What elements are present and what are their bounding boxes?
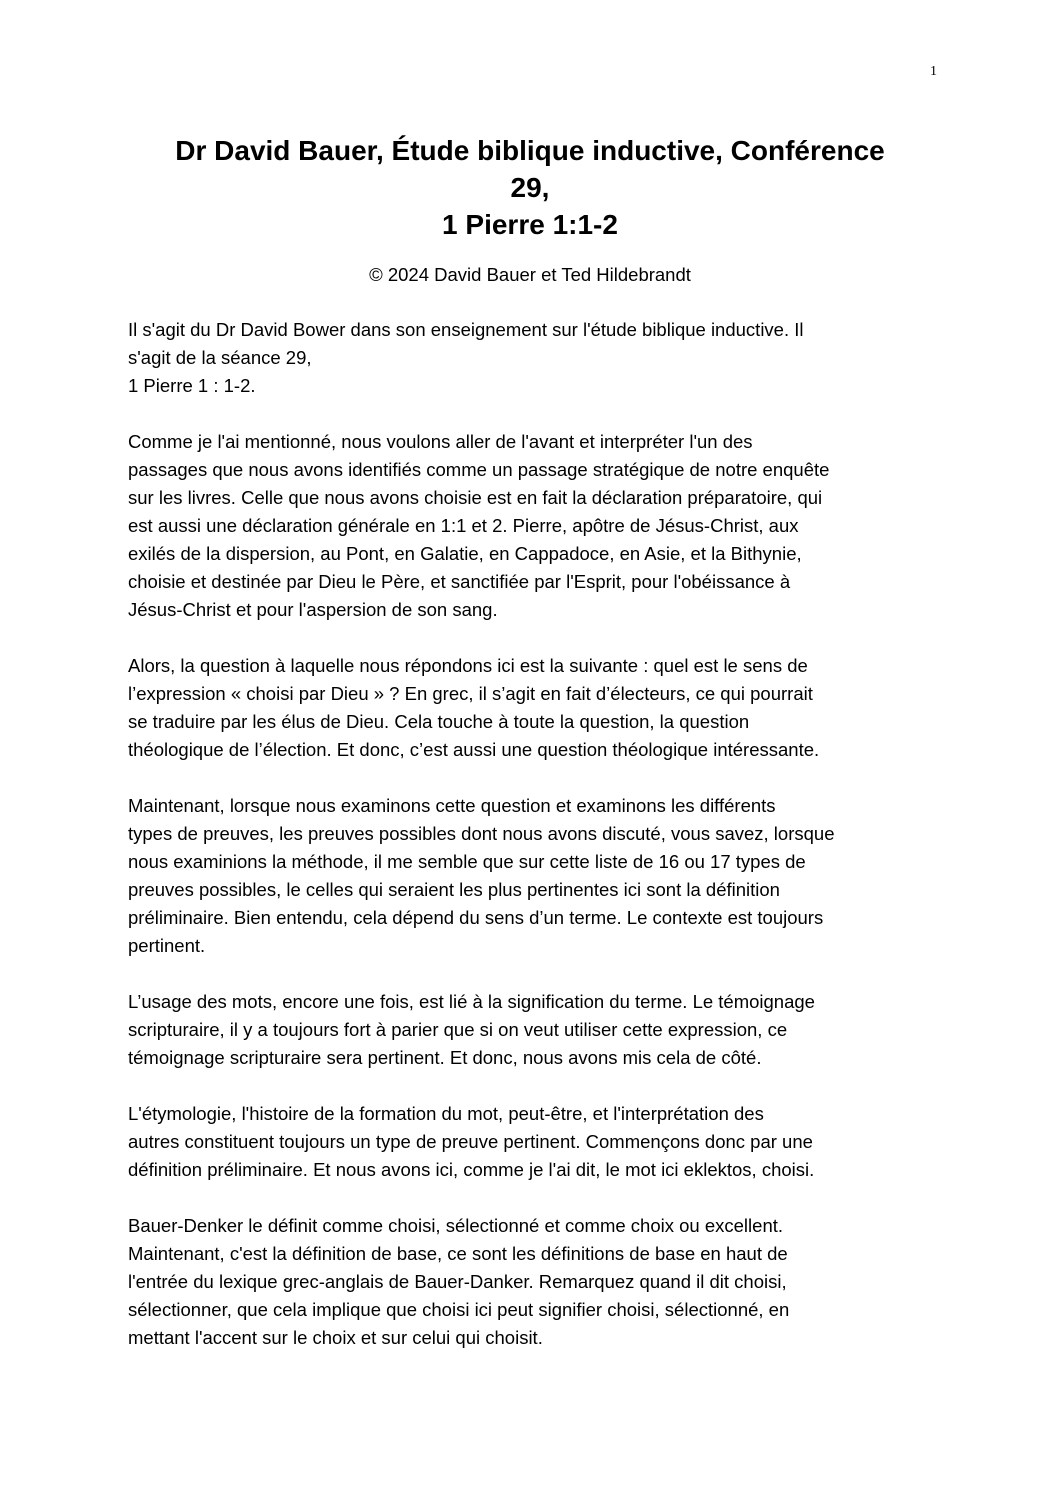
text-line: est aussi une déclaration générale en 1:1 et 2. Pierre, apôtre de Jésus-Christ, aux	[128, 515, 799, 536]
document-title	[128, 132, 932, 243]
text-line: Il s'agit du Dr David Bower dans son enseignement sur l'étude biblique inductive. Il	[128, 319, 804, 340]
text-line: preuves possibles, le celles qui seraient les plus pertinentes ici sont la définition	[128, 879, 780, 900]
text-line: Jésus-Christ et pour l'aspersion de son sang.	[128, 599, 498, 620]
text-line: passages que nous avons identifiés comme un passage stratégique de notre enquête	[128, 459, 830, 480]
document-body	[128, 316, 934, 1380]
text-line: l'entrée du lexique grec-anglais de Bauer-Danker. Remarquez quand il dit choisi,	[128, 1271, 787, 1292]
text-line: Bauer-Denker le définit comme choisi, sélectionné et comme choix ou excellent.	[128, 1215, 784, 1236]
text-line: Maintenant, c'est la définition de base, ce sont les définitions de base en haut de	[128, 1243, 788, 1264]
paragraph	[128, 652, 934, 764]
text-line: sur les livres. Celle que nous avons choisie est en fait la déclaration préparatoire, qui	[128, 487, 823, 508]
text-line: pertinent.	[128, 935, 206, 956]
text-line: L’usage des mots, encore une fois, est lié à la signification du terme. Le témoignage	[128, 991, 815, 1012]
title-line: Dr David Bauer, Étude biblique inductive, Conférence	[175, 135, 885, 166]
text-line: témoignage scripturaire sera pertinent. Et donc, nous avons mis cela de côté.	[128, 1047, 762, 1068]
title-line: 29,	[510, 172, 550, 203]
text-line: mettant l'accent sur le choix et sur celui qui choisit.	[128, 1327, 543, 1348]
text-line: autres constituent toujours un type de preuve pertinent. Commençons donc par une	[128, 1131, 813, 1152]
paragraph	[128, 428, 934, 624]
text-line: Maintenant, lorsque nous examinons cette question et examinons les différents	[128, 795, 776, 816]
copyright-line: © 2024 David Bauer et Ted Hildebrandt	[369, 264, 691, 285]
text-line: théologique de l’élection. Et donc, c’est aussi une question théologique intéressante.	[128, 739, 820, 760]
paragraph	[128, 316, 934, 400]
text-line: Alors, la question à laquelle nous répondons ici est la suivante : quel est le sens de	[128, 655, 808, 676]
title-line: 1 Pierre 1:1-2	[442, 209, 618, 240]
page-number: 1	[930, 64, 937, 79]
text-line: scripturaire, il y a toujours fort à parier que si on veut utiliser cette expression, ce	[128, 1019, 788, 1040]
paragraph	[128, 1212, 934, 1352]
paragraph	[128, 1100, 934, 1184]
text-line: définition préliminaire. Et nous avons ici, comme je l'ai dit, le mot ici eklektos, choisi.	[128, 1159, 815, 1180]
paragraph	[128, 792, 934, 960]
text-line: se traduire par les élus de Dieu. Cela touche à toute la question, la question	[128, 711, 750, 732]
text-line: choisie et destinée par Dieu le Père, et sanctifiée par l'Esprit, pour l'obéissance à	[128, 571, 791, 592]
text-line: L'étymologie, l'histoire de la formation du mot, peut-être, et l'interprétation des	[128, 1103, 764, 1124]
text-line: Comme je l'ai mentionné, nous voulons aller de l'avant et interpréter l'un des	[128, 431, 753, 452]
paragraph	[128, 988, 934, 1072]
text-line: sélectionner, que cela implique que choisi ici peut signifier choisi, sélectionné, en	[128, 1299, 790, 1320]
text-line: préliminaire. Bien entendu, cela dépend du sens d’un terme. Le contexte est toujours	[128, 907, 824, 928]
text-line: nous examinions la méthode, il me semble que sur cette liste de 16 ou 17 types de	[128, 851, 806, 872]
text-line: 1 Pierre 1 : 1-2.	[128, 375, 256, 396]
text-line: exilés de la dispersion, au Pont, en Galatie, en Cappadoce, en Asie, et la Bithynie,	[128, 543, 802, 564]
text-line: l’expression « choisi par Dieu » ? En grec, il s’agit en fait d’électeurs, ce qui pourrait	[128, 683, 813, 704]
text-line: s'agit de la séance 29,	[128, 347, 312, 368]
text-line: types de preuves, les preuves possibles dont nous avons discuté, vous savez, lorsque	[128, 823, 835, 844]
